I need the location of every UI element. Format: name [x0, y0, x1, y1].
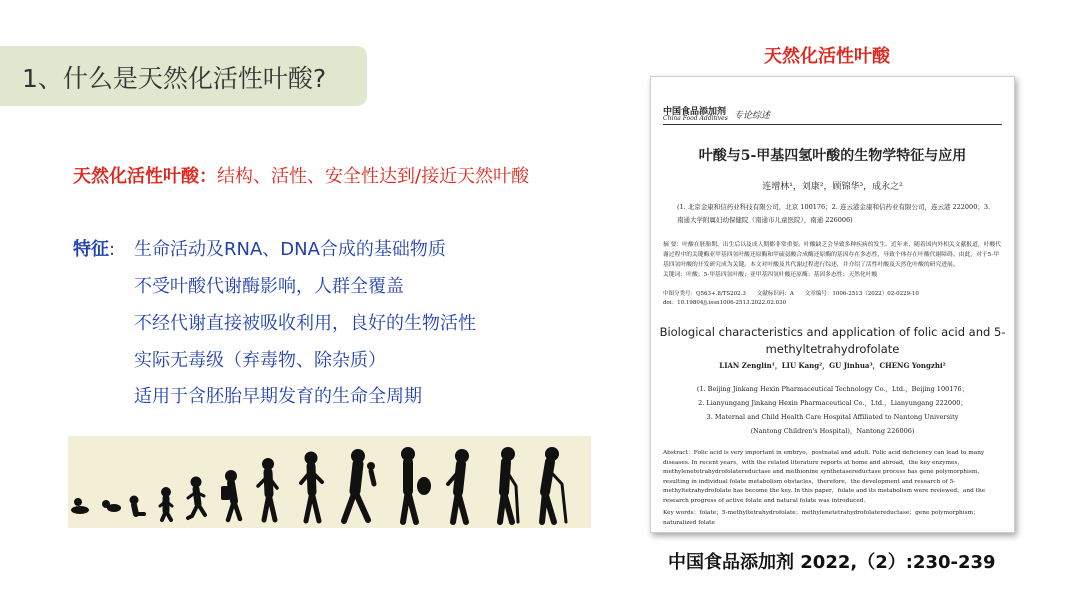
paper-title-cn: 叶酸与5-甲基四氢叶酸的生物学特征与应用: [698, 148, 967, 164]
paper-abstract-cn: 摘 要：叶酸在胚胎期、出生后以及成人期都非常重要。叶酸缺乏会导致多种疾病的发生。近年来，随着国内外相关文献报道，叶酸代谢过程中的关键酶亚甲基四氢叶酸还原酶和甲硫氨酸合成酶还原酶的基因存在多态性，导致个体存在叶酸代谢障碍。由此，对于5-甲基四氢叶酸的开发研究成为关键。本文对叶酸及其代谢过程进行综述，并介绍了活性叶酸及天然化叶酸的研究进展。: [663, 242, 1002, 268]
human-life-stages-icon: [68, 436, 591, 528]
life-stages-image: [68, 436, 591, 528]
paper-affil-line: 3. Maternal and Child Health Care Hospital Affiliated to Nantong University: [706, 413, 959, 421]
paper-meta-line: doi：10.19804/j.issn1006-2513.2022.02.030: [663, 300, 787, 306]
feature-item: 适用于含胚胎早期发育的生命全周期: [134, 386, 422, 407]
title-banner: [0, 46, 367, 106]
features-colon: :: [109, 239, 116, 260]
paper-journal-name-en: China Food Additives: [663, 115, 728, 122]
paper-column: 专论综述: [734, 111, 771, 121]
paper-affil-line: 2. Lianyungang Jinkang Hexin Pharmaceutical Co.，Ltd.，Lianyungang 222000；: [698, 399, 967, 407]
definition-text: 结构、活性、安全性达到/接近天然叶酸: [217, 166, 530, 187]
paper-authors-cn: 连增林¹，刘康²，顾锦华³，成永之²: [762, 182, 903, 192]
feature-item: 生命活动及RNA、DNA合成的基础物质: [134, 239, 446, 260]
definition-line: [73, 162, 529, 188]
paper-affil-line: (1. Beijing Jinkang Hexin Pharmaceutical Technology Co.，Ltd.，Beijing 100176；: [696, 385, 969, 393]
page-title: 1、什么是天然化活性叶酸?: [22, 64, 327, 93]
feature-item: 不经代谢直接被吸收利用，良好的生物活性: [134, 313, 476, 334]
paper-meta: [663, 290, 1003, 308]
paper-title-en: Biological characteristics and application of folic acid and 5-methyltetrahydrofolate: [659, 325, 1006, 356]
paper-affiliations-en: [651, 382, 1014, 438]
paper-keywords-en: Key words：folate；5-methyltetrahydrofolate；methylenetetrahydrofolatereductase；gene polymorphism；naturalized folate: [663, 510, 979, 526]
paper-header-rule: [663, 124, 1002, 125]
paper-screenshot: [650, 76, 1015, 533]
paper-abstract-en: Abstract：Folic acid is very important in embryo，postnatal and adult. Folic acid deficiency can lead to many diseases. In recent years，with the related literature reports at home and abroad，the key enzymes，methylenetetrahydrofolatereductase and methionine synthetasereductase process has gene polymorphism，resulting in individual folate metabolism obstacles，therefore，the development and research of 5-methyltetrahydrofolate has become the key. In this paper，folate and its metabolism were reviewed，and the research progress of active folate and natural folate was introduced.: [663, 450, 986, 504]
paper-authors-en: LIAN Zenglin¹，LIU Kang²，GU Jinhua³，CHENG Yongzhi²: [719, 361, 946, 370]
definition-label: 天然化活性叶酸：: [73, 166, 217, 187]
features-label: 特征: [73, 239, 109, 260]
paper-meta-line: 中图分类号：Q563+.8/TS202.3 文献标识码：A 文章编号：1006-2513（2022）02-0229-10: [663, 291, 919, 297]
paper-label: 天然化活性叶酸: [764, 46, 890, 67]
features-first-row: [73, 235, 115, 261]
feature-item: 实际无毒级（弃毒物、除杂质）: [134, 350, 386, 371]
paper-affil-line: (Nantong Children's Hospital)，Nantong 226006): [750, 427, 915, 435]
citation: 中国食品添加剂 2022,（2）:230-239: [668, 552, 996, 573]
paper-keywords-cn: 关键词：叶酸；5-甲基四氢叶酸；亚甲基四氢叶酸还原酶；基因多态性；天然化叶酸: [663, 272, 878, 278]
feature-item: 不受叶酸代谢酶影响，人群全覆盖: [134, 276, 404, 297]
paper-affiliations-cn: (1. 北京金康和信药业科技有限公司，北京 100176；2. 连云港金康和信药业有限公司，连云港 222000；3. 南通大学附属妇幼保健院（南通市儿童医院），南通 226006): [677, 203, 991, 224]
paper-journal-name: 中国食品添加剂: [663, 107, 727, 117]
